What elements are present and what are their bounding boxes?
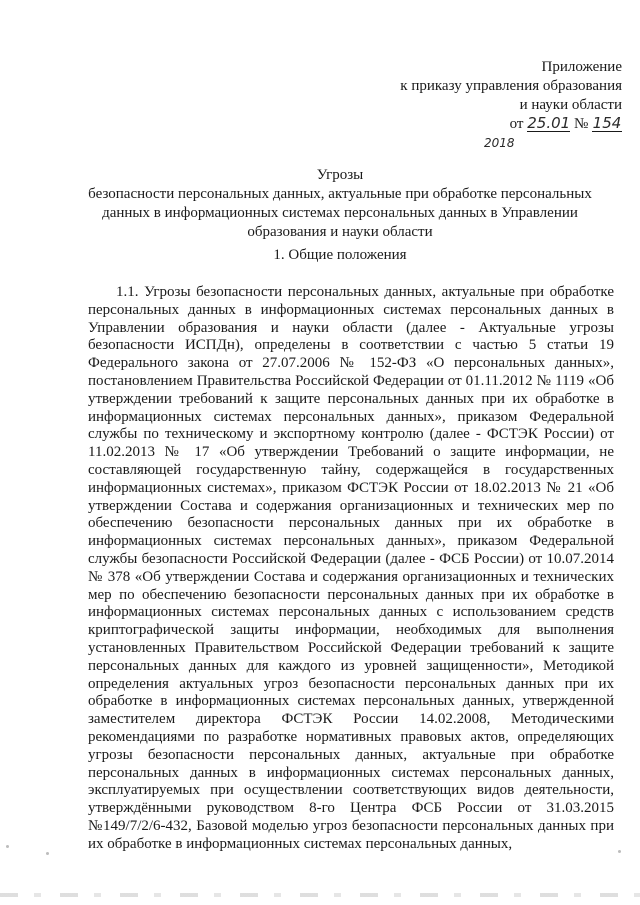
title-line-1: Угрозы [316,167,364,183]
annex-order-ref: к приказу управления образования [400,78,622,94]
scan-artifact-dot [6,845,9,848]
section-heading: 1. Общие положения [273,247,407,263]
scan-artifact-strip [0,893,640,897]
body-paragraph: 1.1. Угрозы безопасности персональных данных, актуальные при обработке персональных данных в информационных системах персональных данных в Управлении образования и науки области (далее - Актуальные угрозы безопасности ИСПДн), определены в соответствии с частью 5 статьи 19 Федерального закона от 27.07.2006 № 152-ФЗ «О персональных данных», постановлением Правительства Российской Федерации от 01.11.2012 № 1119 «Об утверждении требований к защите персональных данных при их обработке в информационных системах персональных данных», приказом Федеральной службы по техническому и экспортному контролю (далее - ФСТЭК России) от 11.02.2013 № 17 «Об утверждении Требований о защите информации, не составляющей государственную тайну, содержащейся в государственных информационных системах», приказом ФСТЭК России от 18.02.2013 № 21 «Об утверждении Состава и содержания организационных и технических мер по обеспечению безопасности персональных данных при их обработке в информационных системах персональных данных», приказом Федеральной службы безопасности Российской Федерации (далее - ФСБ России) от 10.07.2014 № 378 «Об утверждении Состава и содержания организационных и технических мер по обеспечению безопасности персональных данных при их обработке в информационных системах персональных данных с использованием средств криптографической защиты информации, необходимых для выполнения установленных Правительством Российской Федерации требований к защите персональных данных для каждого из уровней защищенности», Методикой определения актуальных угроз безопасности персональных данных при их обработке в информационных системах персональных данных, утвержденной заместителем директора ФСТЭК России 14.02.2008, Методическими рекомендациями по разработке нормативных правовых актов, определяющих угрозы безопасности персональных данных, актуальные при обработке персональных данных в информационных системах персональных данных, эксплуатируемых при осуществлении соответствующих видов деятельности, утверждёнными руководством 8-го Центра ФСБ России от 31.03.2015 №149/7/2/6-432, Базовой моделью угроз безопасности персональных данных при их обработке в информационных системах персональных данных, [88,284,614,852]
number-prefix: № [573,116,589,132]
title-line-4: образования и науки области [247,224,433,240]
handwritten-number: 154 [592,114,622,132]
annex-title: Приложение [541,59,622,75]
annex-order-ref-cont: и науки области [519,97,622,113]
date-prefix: от [509,116,524,132]
handwritten-year: 2018 [484,136,515,150]
title-line-3: данных в информационных системах персональных данных в Управлении [102,205,578,221]
annex-date-line [400,115,622,134]
annex-header [400,58,622,134]
scan-artifact-dot [618,850,621,853]
handwritten-date: 25.01 [527,114,571,132]
scan-artifact-dot [46,852,49,855]
document-title [40,166,640,242]
title-line-2: безопасности персональных данных, актуальные при обработке персональных [88,186,592,202]
